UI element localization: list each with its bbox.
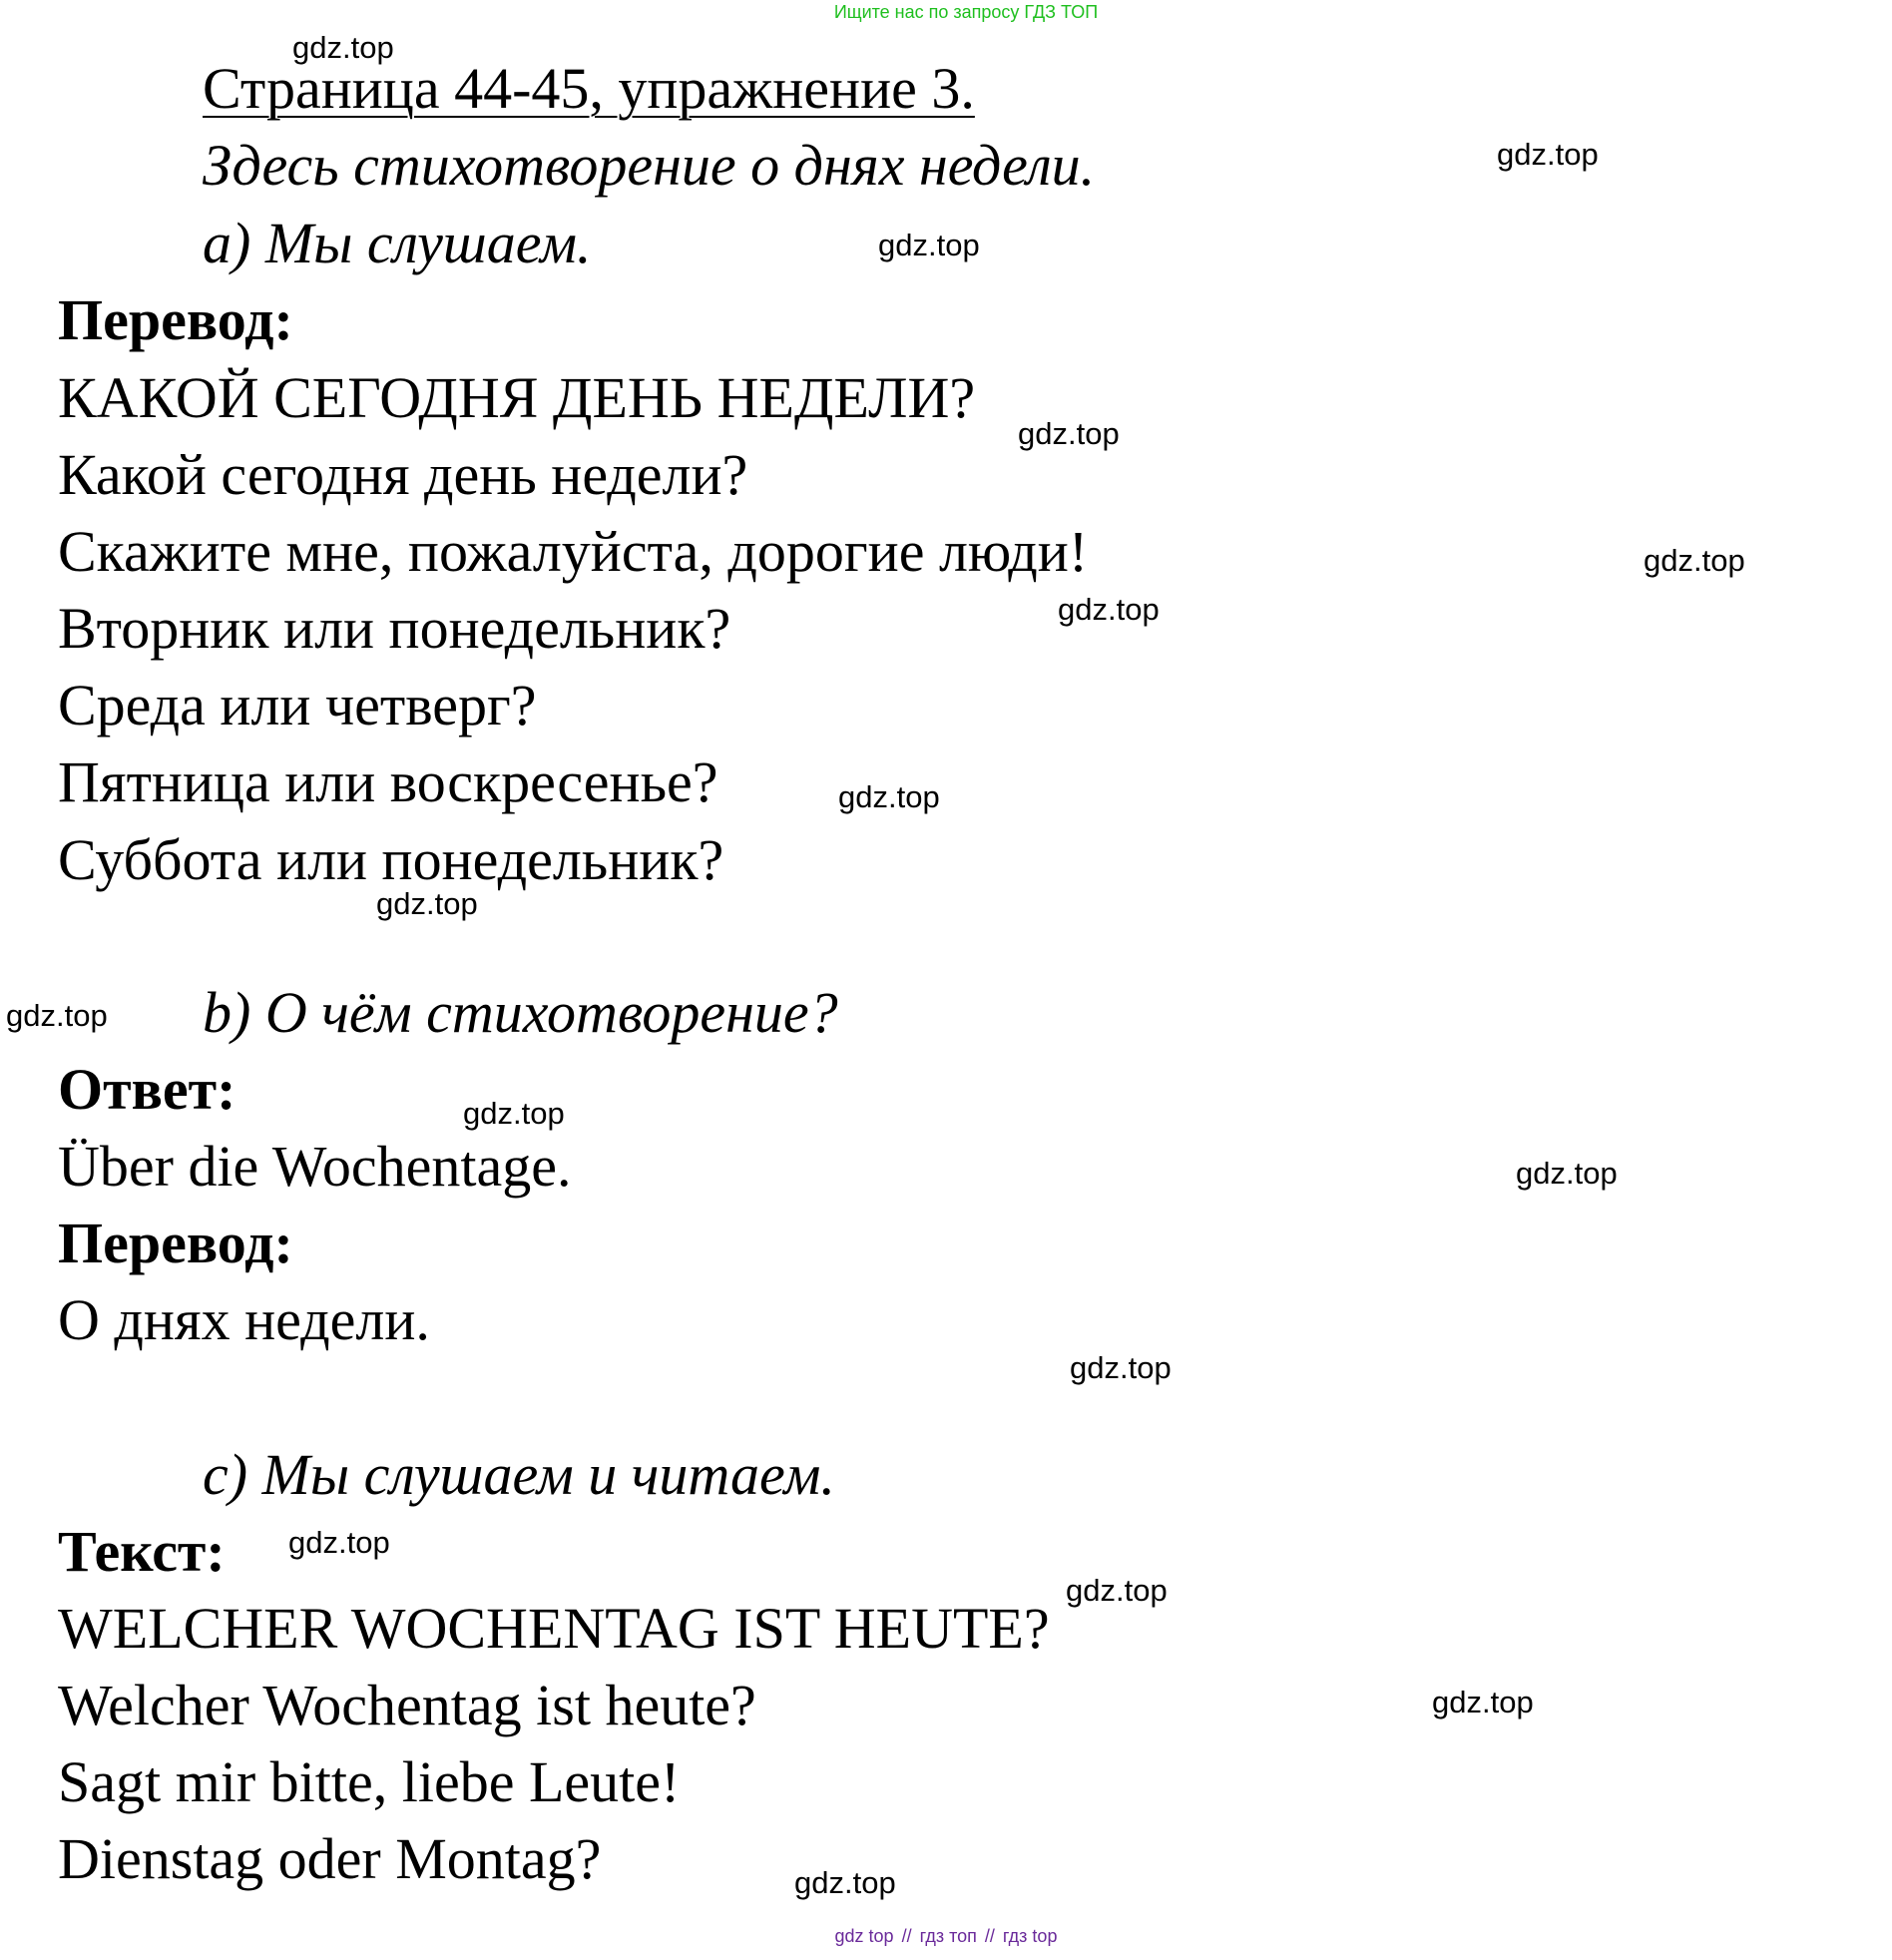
watermark: gdz.top: [376, 886, 478, 921]
poem-translation-line: Среда или четверг?: [58, 673, 537, 737]
watermark: gdz.top: [463, 1096, 565, 1131]
search-banner: Ищите нас по запросу ГДЗ ТОП: [833, 2, 1099, 22]
poem-translation-line: Пятница или воскресенье?: [58, 749, 718, 814]
poem-translation-line: Какой сегодня день недели?: [58, 442, 748, 507]
watermark: gdz.top: [288, 1525, 390, 1560]
footer-separator: //: [984, 1926, 995, 1946]
answer-translation: О днях недели.: [58, 1287, 430, 1352]
footer-link-gdz-top[interactable]: gdz top: [834, 1926, 894, 1946]
watermark: gdz.top: [1058, 592, 1160, 627]
intro-text: Здесь стихотворение о днях недели.: [203, 133, 1096, 198]
answer-label: Ответ:: [58, 1057, 236, 1122]
poem-translation-line: Скажите мне, пожалуйста, дорогие люди!: [58, 519, 1089, 584]
footer-separator: //: [901, 1926, 912, 1946]
watermark: gdz.top: [838, 779, 940, 814]
watermark: gdz.top: [292, 30, 394, 65]
footer-links: [0, 1926, 1892, 1947]
watermark: gdz.top: [1497, 137, 1599, 172]
task-c-heading: c) Мы слушаем и читаем.: [203, 1442, 835, 1507]
watermark: gdz.top: [1070, 1350, 1172, 1385]
footer-link-gdz-top-mixed[interactable]: гдз top: [1002, 1926, 1058, 1946]
translation-label-a: Перевод:: [58, 287, 293, 352]
poem-translation-line: Вторник или понедельник?: [58, 596, 731, 661]
watermark: gdz.top: [878, 228, 980, 262]
watermark: gdz.top: [1516, 1156, 1618, 1191]
poem-line: Sagt mir bitte, liebe Leute!: [58, 1749, 681, 1814]
poem-translation-line: КАКОЙ СЕГОДНЯ ДЕНЬ НЕДЕЛИ?: [58, 365, 976, 430]
watermark: gdz.top: [1018, 416, 1120, 451]
watermark: gdz.top: [794, 1865, 896, 1900]
task-b-heading: b) О чём стихотворение?: [203, 980, 838, 1045]
watermark: gdz.top: [6, 998, 108, 1033]
watermark: gdz.top: [1644, 543, 1745, 578]
footer-link-gdz-top-cyrillic[interactable]: гдз топ: [919, 1926, 977, 1946]
poem-translation-line: Суббота или понедельник?: [58, 827, 724, 892]
answer-text: Über die Wochentage.: [58, 1134, 572, 1199]
text-label: Текст:: [58, 1519, 226, 1584]
poem-line: Dienstag oder Montag?: [58, 1826, 602, 1891]
translation-label-b: Перевод:: [58, 1211, 293, 1275]
poem-line: WELCHER WOCHENTAG IST HEUTE?: [58, 1596, 1050, 1661]
watermark: gdz.top: [1432, 1685, 1534, 1719]
task-a-heading: a) Мы слушаем.: [203, 211, 592, 275]
poem-line: Welcher Wochentag ist heute?: [58, 1673, 756, 1737]
page-title: Страница 44-45, упражнение 3.: [203, 56, 975, 121]
watermark: gdz.top: [1066, 1573, 1168, 1608]
